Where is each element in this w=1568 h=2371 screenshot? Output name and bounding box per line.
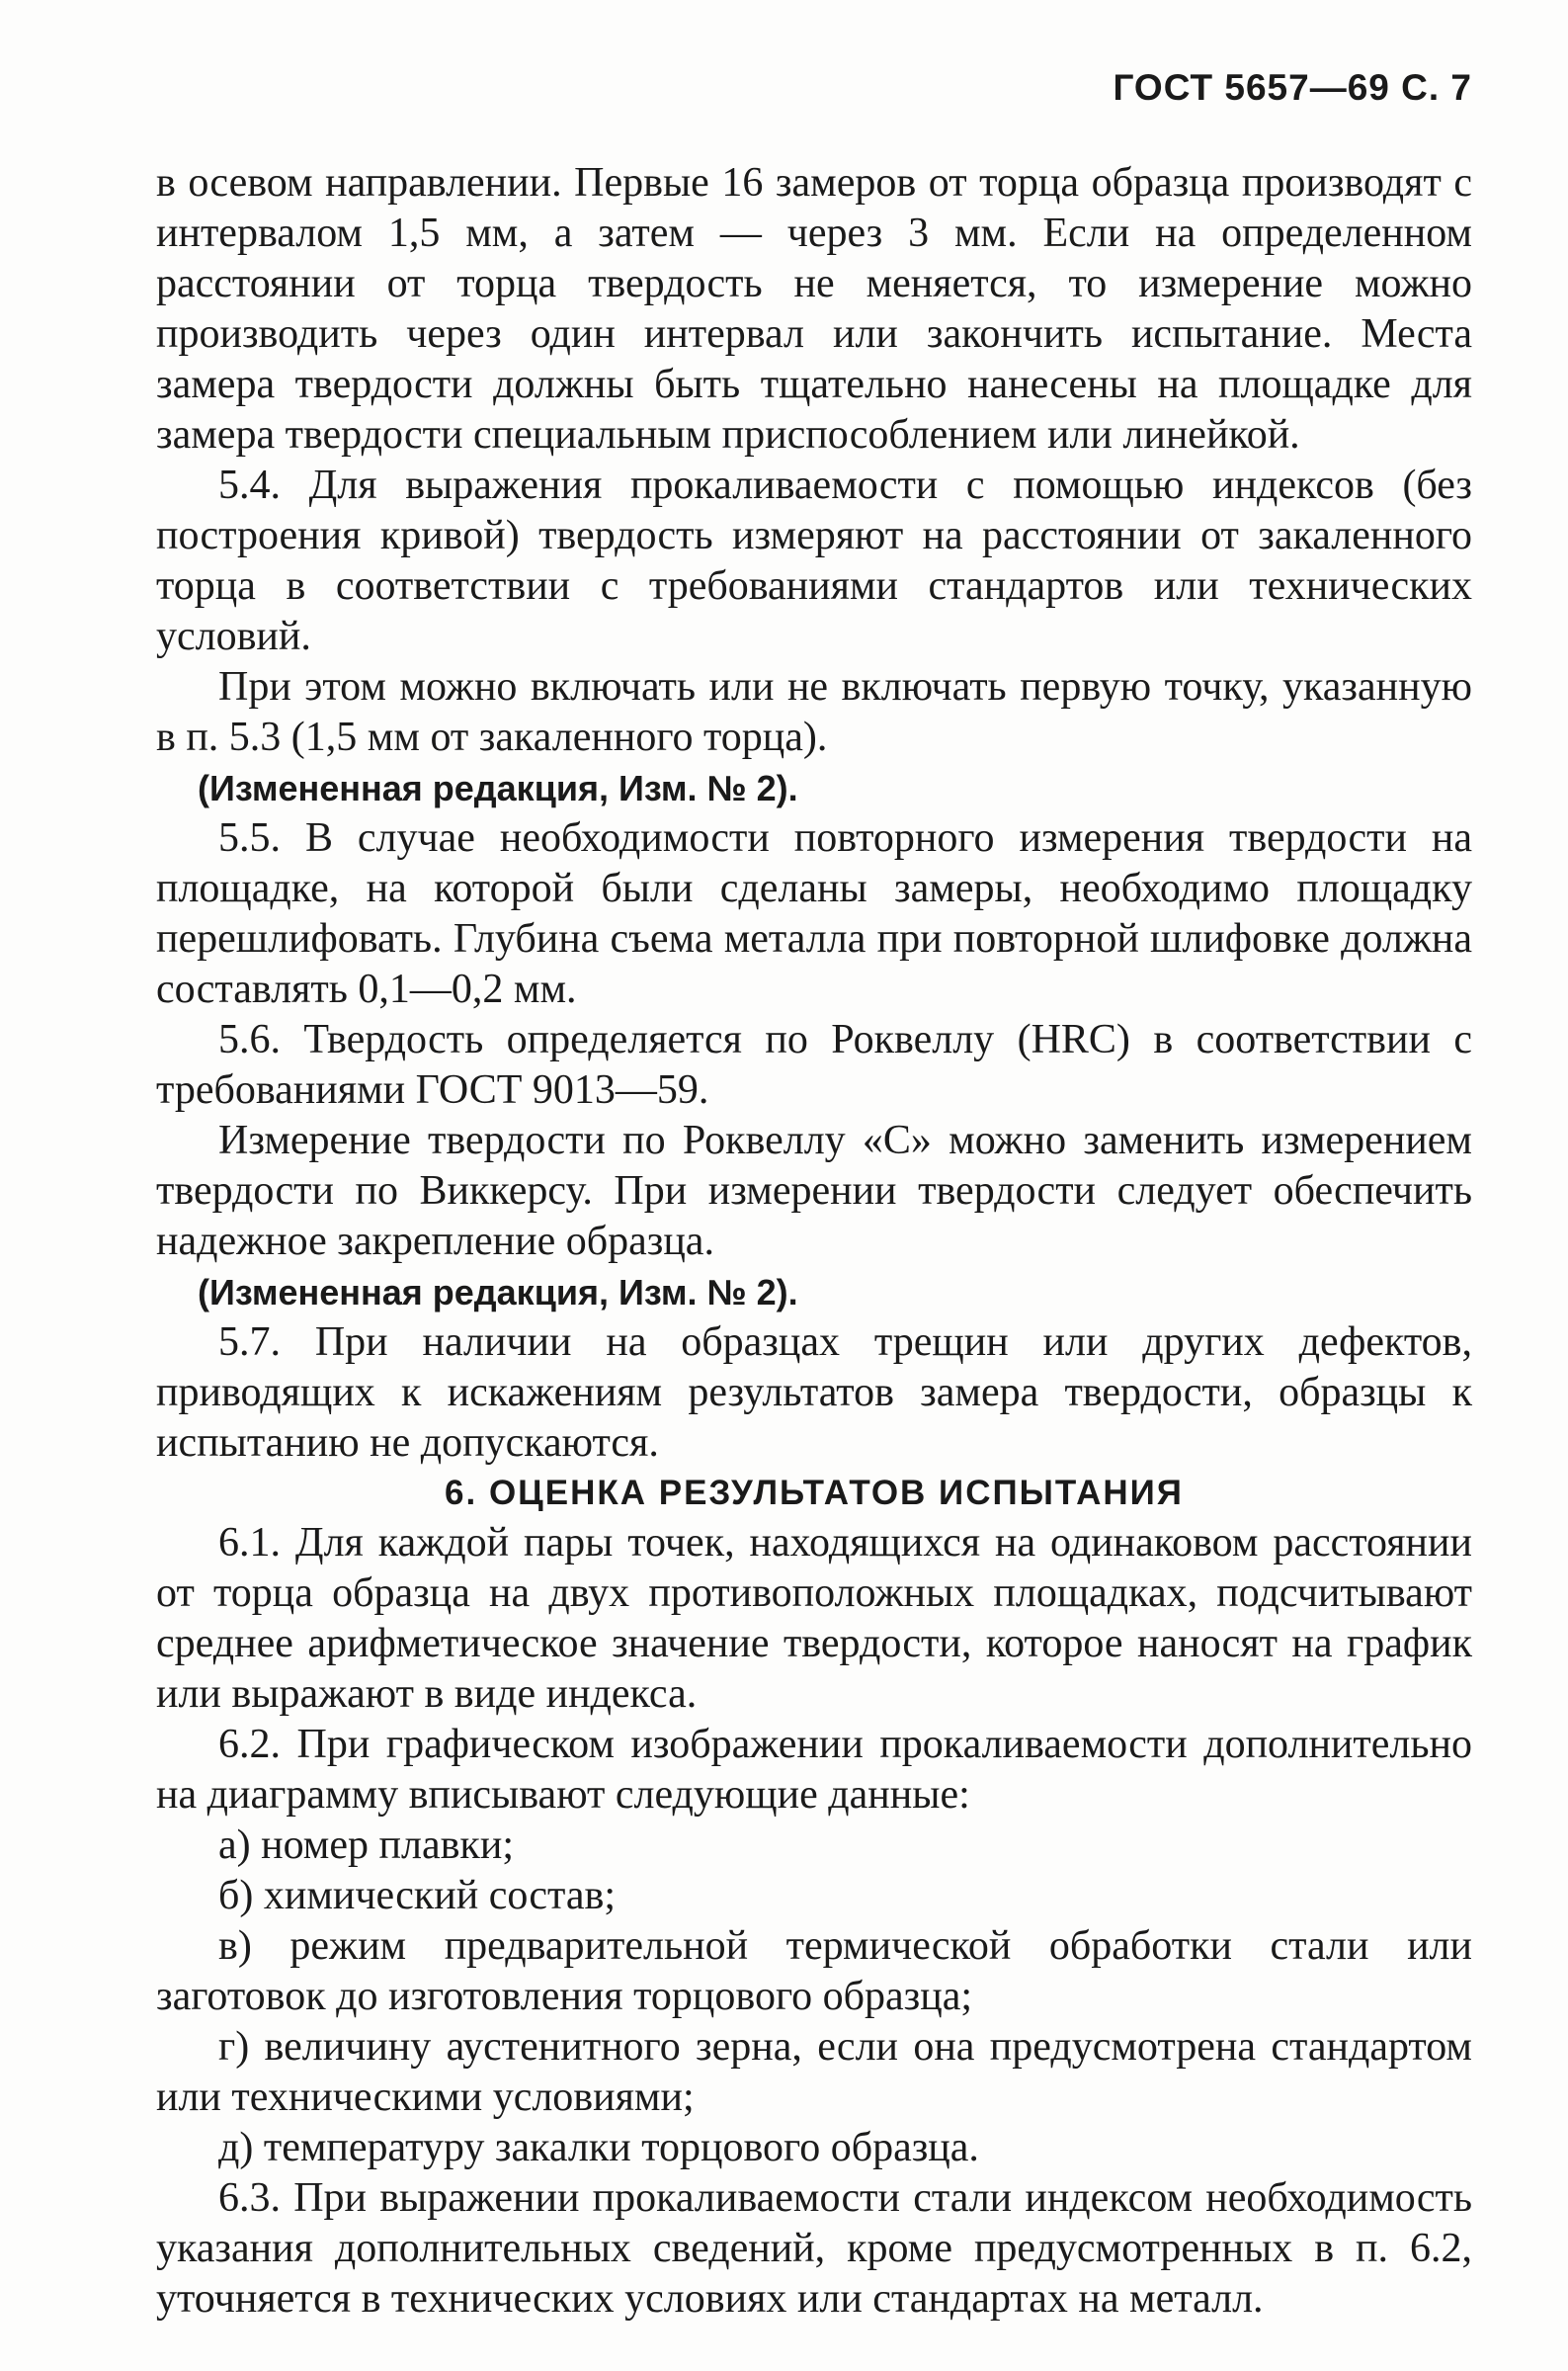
body-text [156,158,1472,2325]
paragraph-6-1: 6.1. Для каждой пары точек, находящихся на одинаковом расстоянии от торца образца на двух противоположных площадках, подсчитывают среднее арифметическое значение твердости, которое наносят на график или выражают в виде индекса. [156,1520,1472,1717]
paragraph-continuation: в осевом направлении. Первые 16 замеров от торца образца производят с интервалом 1,5 мм, а затем — через 3 мм. Если на определенном расстоянии от торца твердость не меняется, то измерение можно производить через один интервал или закончить испытание. Места замера твердости должны быть тщательно нанесены на площадке для замера твердости специальным приспособлением или линейкой. [156,160,1472,458]
list-item-b: б) химический состав; [218,1873,617,1918]
paragraph-5-5: 5.5. В случае необходимости повторного измерения твердости на площадке, на которой были сделаны замеры, необходимо площадку перешлифовать. Глубина съема металла при повторной шлифовке должна составлять 0,1—0,2 мм. [156,815,1472,1012]
list-item-d: г) величину аустенитного зерна, если она предусмотрена стандартом или техническими условиями; [156,2024,1472,2120]
paragraph-5-4-note: При этом можно включать или не включать первую точку, указанную в п. 5.3 (1,5 мм от закаленного торца). [156,664,1472,760]
paragraph-5-6-note: Измерение твердости по Роквеллу «С» можно заменить измерением твердости по Виккерсу. При измерении твердости следует обеспечить надежное закрепление образца. [156,1118,1472,1264]
list-item-c: в) режим предварительной термической обработки стали или заготовок до изготовления торцового образца; [156,1923,1472,2019]
paragraph-5-4: 5.4. Для выражения прокаливаемости с помощью индексов (без построения кривой) твердость измеряют на расстоянии от закаленного торца в соответствии с требованиями стандартов или технических условий. [156,463,1472,659]
paragraph-6-2: 6.2. При графическом изображении прокаливаемости дополнительно на диаграмму вписывают следующие данные: [156,1722,1472,1818]
amendment-note: (Измененная редакция, Изм. № 2). [198,768,798,808]
list-item-e: д) температуру закалки торцового образца. [218,2125,979,2170]
paragraph-6-3: 6.3. При выражении прокаливаемости стали индексом необходимость указания дополнительных сведений, кроме предусмотренных в п. 6.2, уточняется в технических условиях или стандартах на металл. [156,2175,1472,2322]
amendment-note: (Измененная редакция, Изм. № 2). [198,1272,798,1313]
paragraph-5-7: 5.7. При наличии на образцах трещин или других дефектов, приводящих к искажениям результатов замера твердости, образцы к испытанию не допускаются. [156,1319,1472,1466]
section-title: 6. ОЦЕНКА РЕЗУЛЬТАТОВ ИСПЫТАНИЯ [445,1474,1184,1512]
paragraph-5-6: 5.6. Твердость определяется по Роквеллу (HRC) в соответствии с требованиями ГОСТ 9013—59. [156,1017,1472,1113]
running-head: ГОСТ 5657—69 С. 7 [1113,67,1472,108]
list-item-a: а) номер плавки; [218,1822,514,1868]
